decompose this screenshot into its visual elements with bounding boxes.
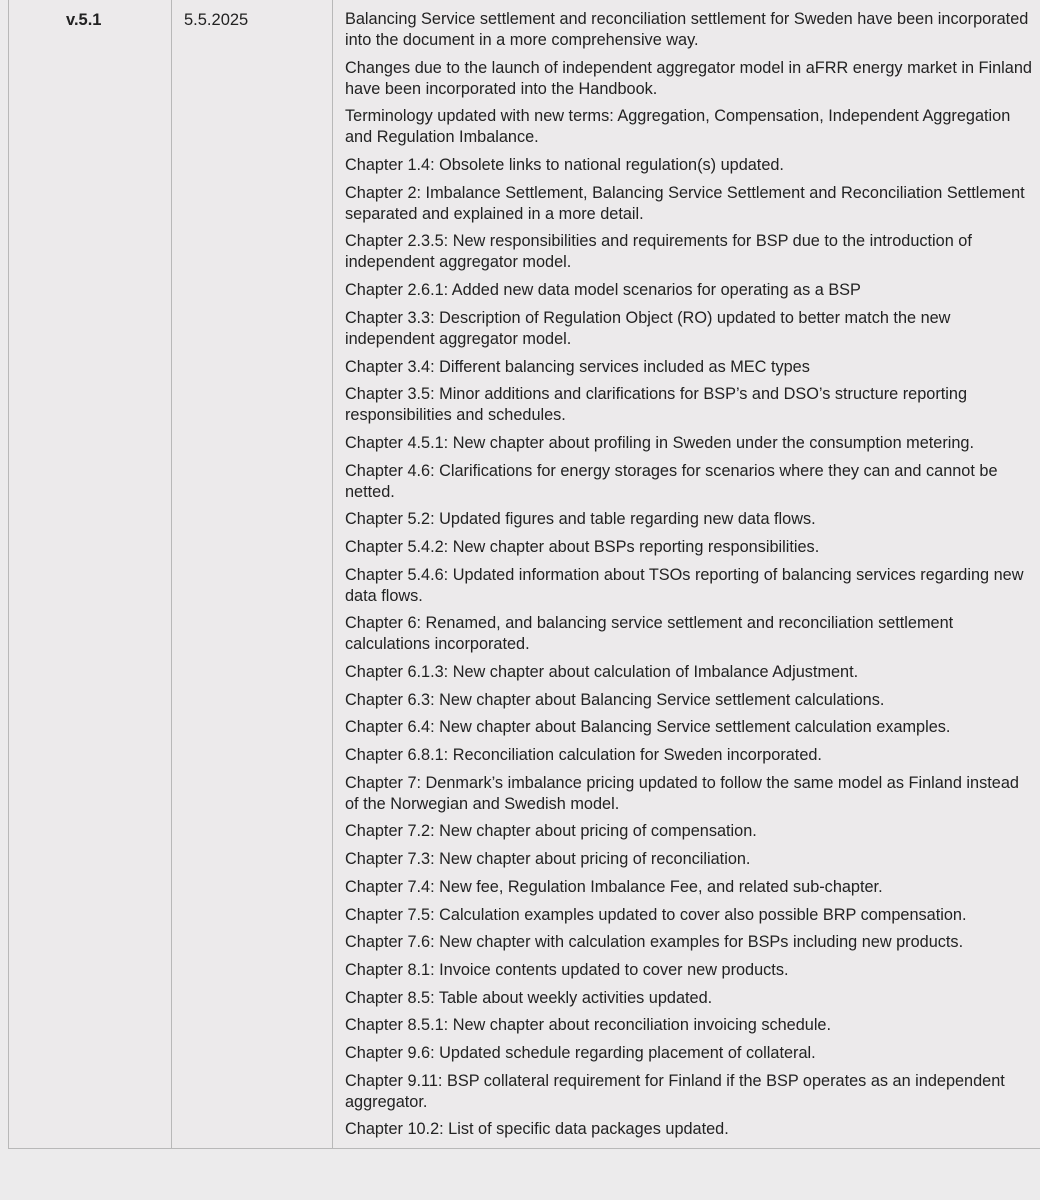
change-item: Chapter 5.4.6: Updated information about TSOs reporting of balancing services regarding new data flows. bbox=[345, 565, 1024, 605]
change-item: Chapter 1.4: Obsolete links to national regulation(s) updated. bbox=[345, 156, 784, 175]
change-item: Chapter 7.4: New fee, Regulation Imbalance Fee, and related sub-chapter. bbox=[345, 877, 883, 896]
change-item: Chapter 8.5.1: New chapter about reconciliation invoicing schedule. bbox=[345, 1016, 832, 1035]
change-item: Chapter 7: Denmark’s imbalance pricing updated to follow the same model as Finland instead of the Norwegian and Swedish model. bbox=[345, 773, 1019, 813]
change-item: Balancing Service settlement and reconciliation settlement for Sweden have been incorporated into the document in a more comprehensive way. bbox=[345, 10, 1029, 49]
revision-date: 5.5.2025 bbox=[184, 11, 249, 29]
change-list bbox=[333, 0, 1040, 1148]
version-cell bbox=[9, 0, 172, 1149]
change-item: Chapter 6: Renamed, and balancing service settlement and reconciliation settlement calculations incorporated. bbox=[345, 614, 954, 654]
change-item: Chapter 7.3: New chapter about pricing of reconciliation. bbox=[345, 850, 751, 869]
change-item: Chapter 9.11: BSP collateral requirement for Finland if the BSP operates as an independent aggregator. bbox=[345, 1071, 1005, 1111]
change-item: Chapter 2.3.5: New responsibilities and requirements for BSP due to the introduction of independent aggregator model. bbox=[345, 232, 972, 272]
change-item: Chapter 3.4: Different balancing services included as MEC types bbox=[345, 357, 810, 376]
change-item: Chapter 5.4.2: New chapter about BSPs reporting responsibilities. bbox=[345, 537, 820, 556]
date-cell bbox=[172, 0, 333, 1149]
change-item: Chapter 8.1: Invoice contents updated to cover new products. bbox=[345, 960, 789, 979]
revision-table bbox=[8, 0, 1040, 1149]
change-item: Chapter 3.3: Description of Regulation Object (RO) updated to better match the new independent aggregator model. bbox=[345, 308, 951, 348]
change-item: Changes due to the launch of independent aggregator model in aFRR energy market in Finland have been incorporated into the Handbook. bbox=[345, 58, 1032, 98]
change-item: Chapter 2: Imbalance Settlement, Balancing Service Settlement and Reconciliation Settlement separated and explained in a more detail. bbox=[345, 183, 1025, 223]
revision-row bbox=[9, 0, 1040, 1149]
change-item: Chapter 7.2: New chapter about pricing of compensation. bbox=[345, 822, 757, 841]
version-number: v.5.1 bbox=[66, 11, 102, 29]
change-item: Terminology updated with new terms: Aggregation, Compensation, Independent Aggregation and Regulation Imbalance. bbox=[345, 107, 1011, 147]
change-item: Chapter 8.5: Table about weekly activities updated. bbox=[345, 988, 713, 1007]
change-item: Chapter 6.1.3: New chapter about calculation of Imbalance Adjustment. bbox=[345, 663, 859, 681]
change-item: Chapter 6.4: New chapter about Balancing Service settlement calculation examples. bbox=[345, 718, 951, 737]
change-item: Chapter 4.6: Clarifications for energy storages for scenarios where they can and cannot be netted. bbox=[345, 461, 998, 501]
change-item: Chapter 7.5: Calculation examples updated to cover also possible BRP compensation. bbox=[345, 905, 967, 924]
change-item: Chapter 5.2: Updated figures and table regarding new data flows. bbox=[345, 510, 816, 529]
change-item: Chapter 6.8.1: Reconciliation calculation for Sweden incorporated. bbox=[345, 746, 822, 765]
change-item: Chapter 4.5.1: New chapter about profiling in Sweden under the consumption metering. bbox=[345, 433, 975, 452]
change-item: Chapter 9.6: Updated schedule regarding placement of collateral. bbox=[345, 1043, 816, 1062]
changes-cell bbox=[333, 0, 1040, 1149]
change-item: Chapter 3.5: Minor additions and clarifications for BSP’s and DSO’s structure reporting responsibilities and schedules. bbox=[345, 385, 968, 425]
change-item: Chapter 7.6: New chapter with calculation examples for BSPs including new products. bbox=[345, 933, 964, 952]
change-item: Chapter 6.3: New chapter about Balancing Service settlement calculations. bbox=[345, 690, 885, 709]
change-item: Chapter 10.2: List of specific data packages updated. bbox=[345, 1120, 729, 1139]
change-item: Chapter 2.6.1: Added new data model scenarios for operating as a BSP bbox=[345, 281, 861, 300]
